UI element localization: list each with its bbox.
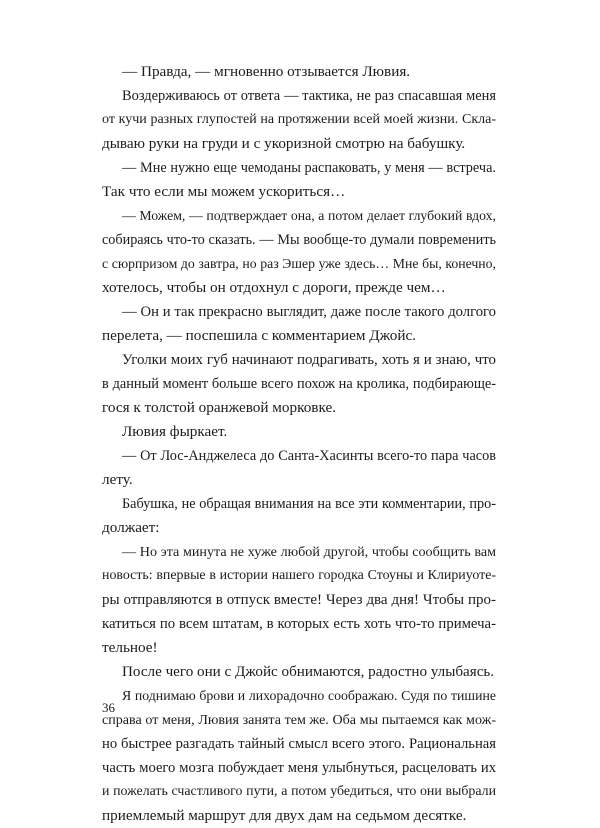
text-line: в данный момент больше всего похож на кролика, подбирающе-	[102, 376, 496, 392]
text-line: собираясь что-то сказать. — Мы вообще-то думали повременить	[102, 232, 496, 248]
text-line: но быстрее разгадать тайный смысл всего этого. Рациональная	[102, 736, 496, 752]
text-line: с сюрпризом до завтра, но раз Эшер уже здесь… Мне бы, конечно,	[102, 256, 496, 271]
text-line: лету.	[102, 471, 133, 488]
text-line: дываю руки на груди и с укоризной смотрю на бабушку.	[102, 135, 466, 152]
text-line: хотелось, чтобы он отдохнул с дороги, прежде чем…	[102, 279, 446, 296]
text-line: Уголки моих губ начинают подрагивать, хоть я и знаю, что	[122, 352, 496, 368]
text-line: часть моего мозга побуждает меня улыбнуться, расцеловать их	[102, 760, 496, 776]
page-number: 36	[102, 700, 115, 715]
text-line: должает:	[102, 519, 160, 536]
text-line: — От Лос-Анджелеса до Санта-Хасинты всего-то пара часов	[122, 448, 496, 464]
text-line: приемлемый маршрут для двух дам на седьмом десятке.	[102, 807, 467, 824]
text-line: Лювия фыркает.	[122, 423, 228, 440]
text-line: от кучи разных глупостей на протяжении всей моей жизни. Скла-	[102, 112, 496, 127]
body-text	[102, 60, 496, 828]
text-line: Воздерживаюсь от ответа — тактика, не раз спасавшая меня	[122, 88, 496, 104]
text-line: — Можем, — подтверждает она, а потом делает глубокий вдох,	[122, 208, 496, 223]
text-line: новость: впервые в истории нашего городка Стоуны и Клириуоте-	[102, 568, 496, 583]
text-line: — Мне нужно еще чемоданы распаковать, у меня — встреча.	[122, 160, 496, 176]
text-line: Так что если мы можем ускориться…	[102, 183, 346, 200]
text-line: — Правда, — мгновенно отзывается Лювия.	[122, 63, 411, 80]
text-line: тельное!	[102, 639, 158, 656]
text-line: катиться по всем штатам, в которых есть хоть что-то примеча-	[102, 616, 496, 632]
text-line: справа от меня, Лювия занята тем же. Оба мы пытаемся как мож-	[102, 712, 496, 728]
text-line: — Он и так прекрасно выглядит, даже после такого долгого	[122, 304, 496, 320]
text-line: Бабушка, не обращая внимания на все эти комментарии, про-	[122, 496, 496, 512]
text-line: — Но эта минута не хуже любой другой, чтобы сообщить вам	[122, 544, 496, 560]
text-line: ры отправляются в отпуск вместе! Через два дня! Чтобы про-	[102, 592, 496, 608]
text-line: перелета, — поспешила с комментарием Джойс.	[102, 327, 417, 344]
text-line: и пожелать счастливого пути, а потом убедиться, что они выбрали	[102, 784, 496, 799]
text-line: гося к толстой оранжевой морковке.	[102, 399, 337, 416]
text-line: Я поднимаю брови и лихорадочно соображаю. Судя по тишине	[122, 688, 496, 703]
text-line: После чего они с Джойс обнимаются, радостно улыбаясь.	[122, 664, 495, 680]
